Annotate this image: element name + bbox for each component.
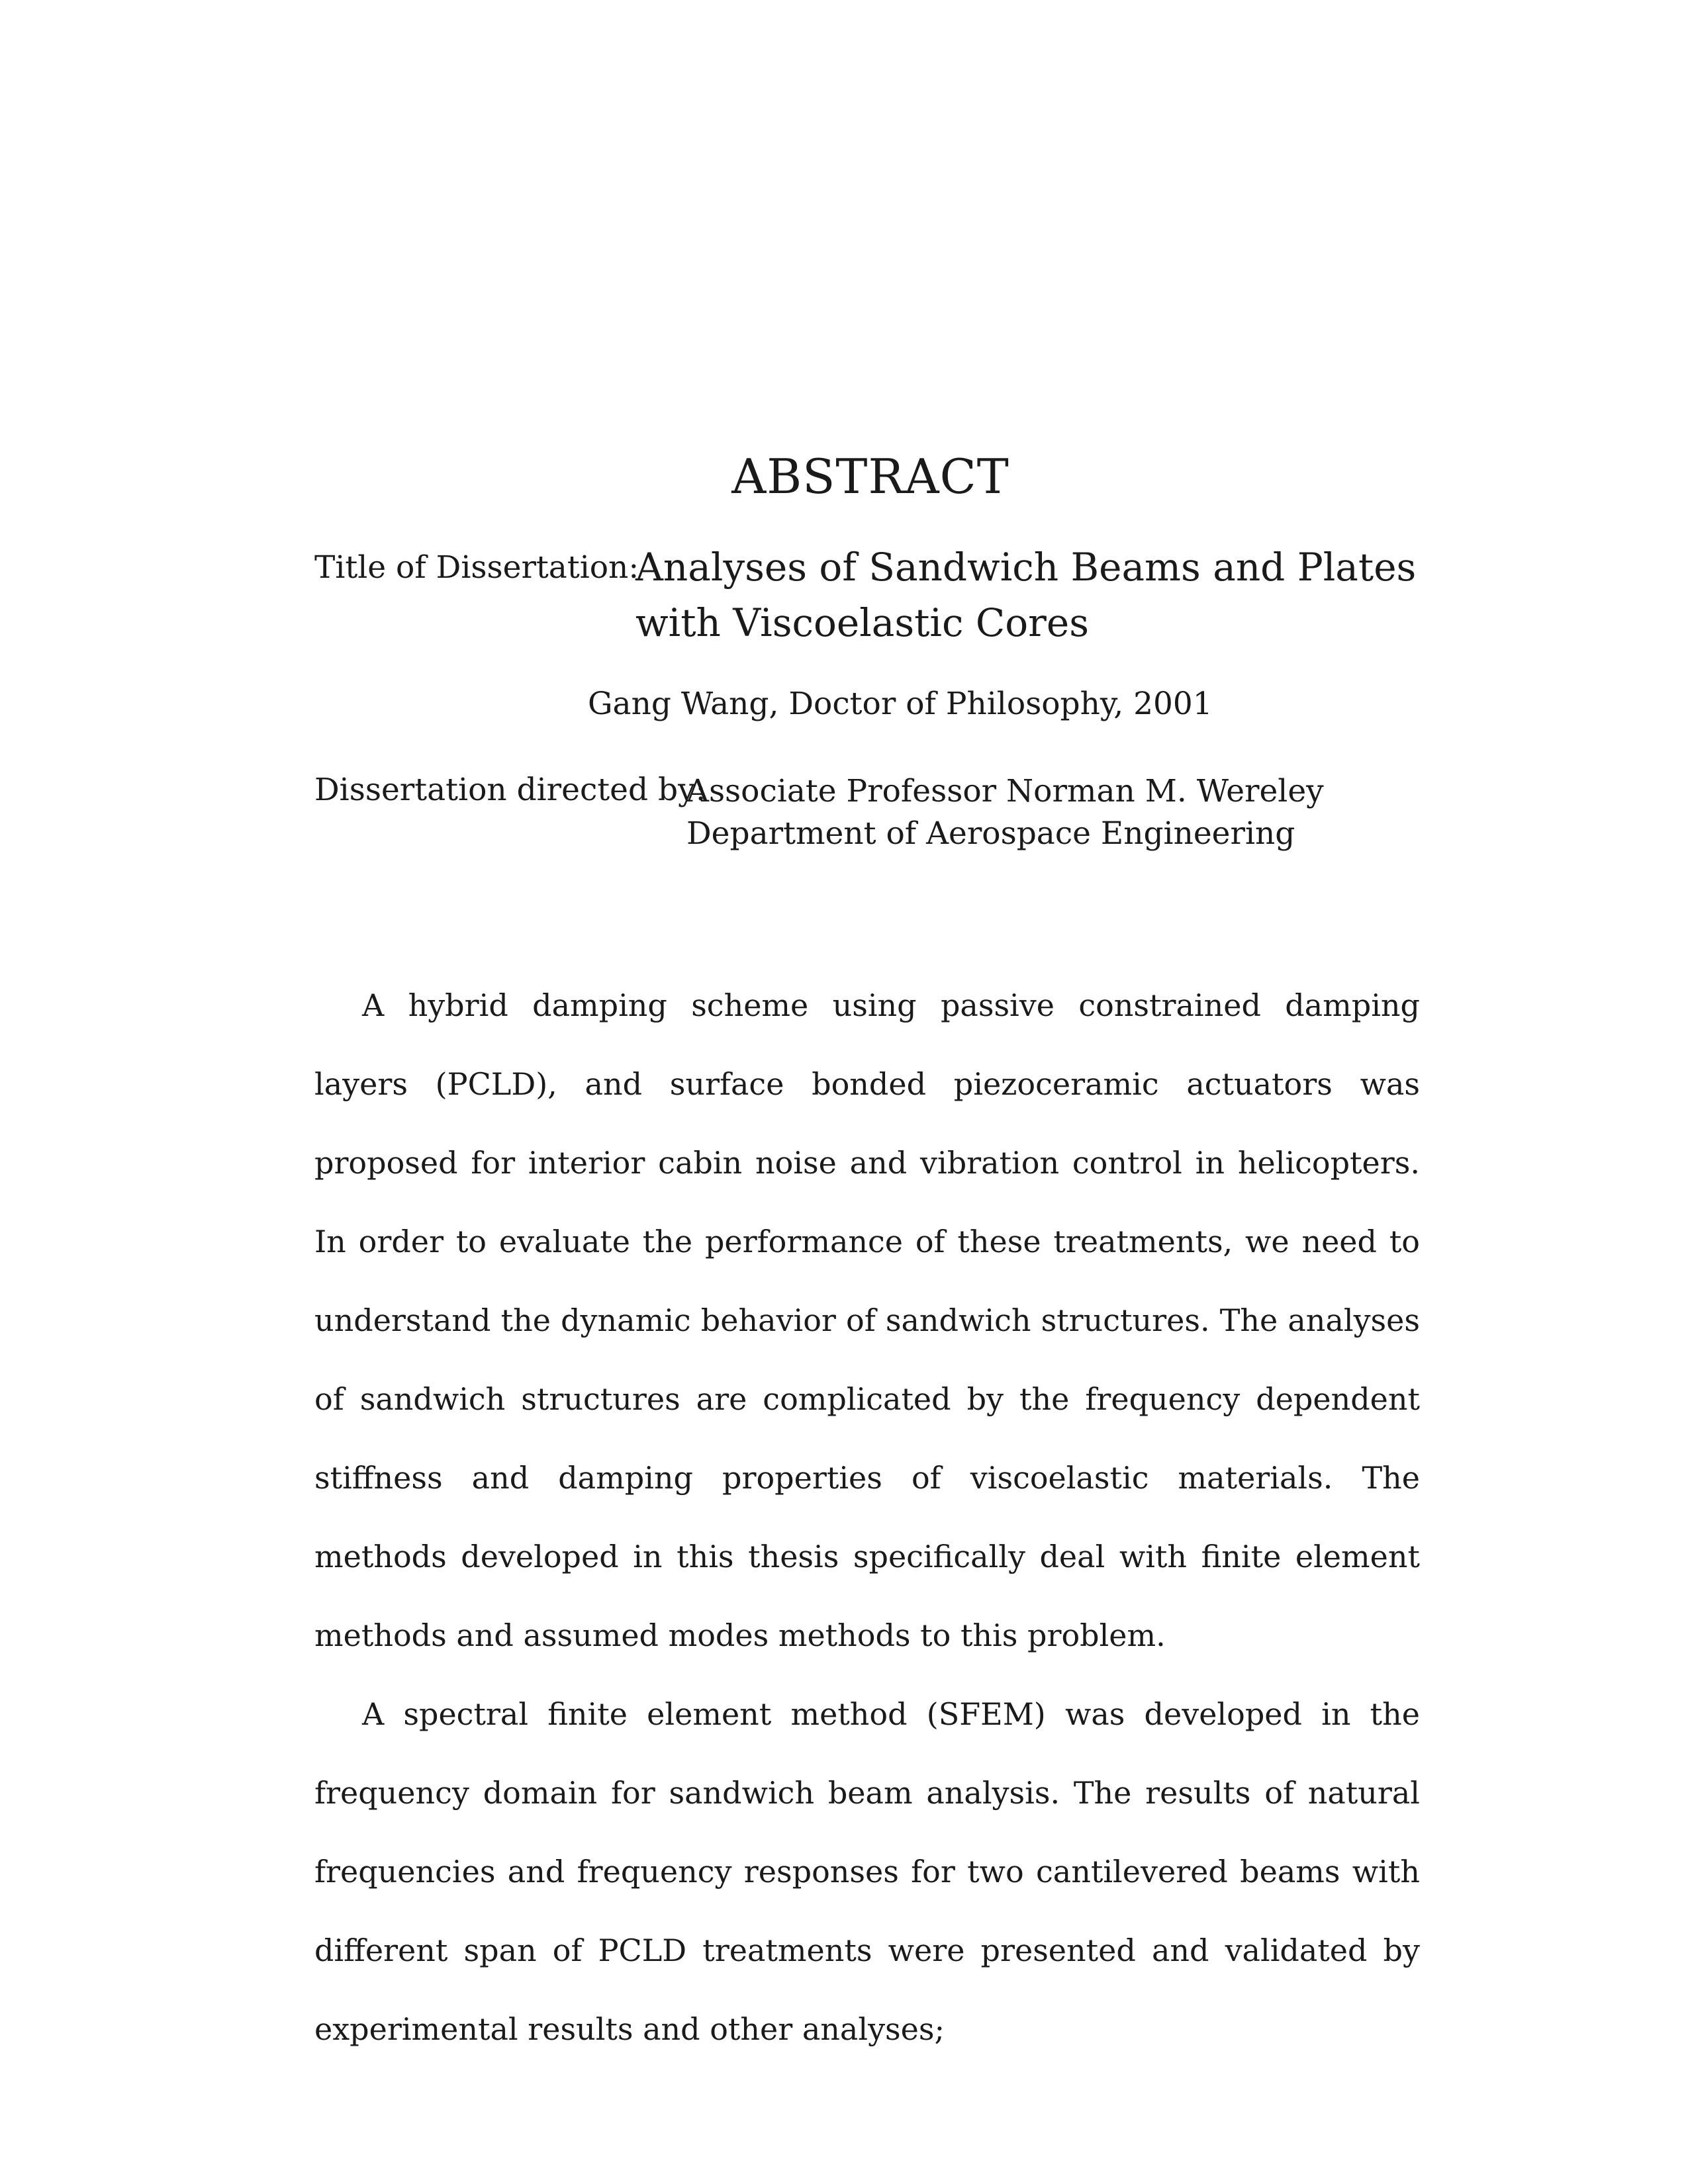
director-name: Associate Professor Norman M. Wereley (686, 773, 1324, 809)
paragraph-2: A spectral finite element method (SFEM) was developed in the frequency domain for sandwich beam analysis. The results of natural frequencies and frequency responses for two cantilevered beams with different span of PCLD treatments were presented and validated by experimental results and other analyses; (314, 1696, 1420, 2047)
abstract-heading: ABSTRACT (731, 449, 1009, 504)
author-line: Gang Wang, Doctor of Philosophy, 2001 (588, 686, 1213, 722)
title-label: Title of Dissertation: (314, 549, 639, 586)
director-department: Department of Aerospace Engineering (686, 815, 1295, 852)
dissertation-title (635, 539, 1416, 651)
abstract-body (314, 966, 1420, 2069)
director-info (686, 770, 1324, 855)
paragraph-1: A hybrid damping scheme using passive constrained damping layers (PCLD), and surface bonded piezoceramic actuators was proposed for interior cabin noise and vibration control in helicopters. In order to evaluate the performance of these treatments, we need to understand the dynamic behavior of sandwich structures. The analyses of sandwich structures are complicated by the frequency dependent stiffness and damping properties of viscoelastic materials. The methods developed in this thesis specifically deal with finite element methods and assumed modes methods to this problem. (314, 987, 1420, 1653)
director-label: Dissertation directed by: (314, 772, 706, 808)
title-line-2: with Viscoelastic Cores (635, 600, 1089, 645)
title-line-1: Analyses of Sandwich Beams and Plates (635, 545, 1417, 590)
